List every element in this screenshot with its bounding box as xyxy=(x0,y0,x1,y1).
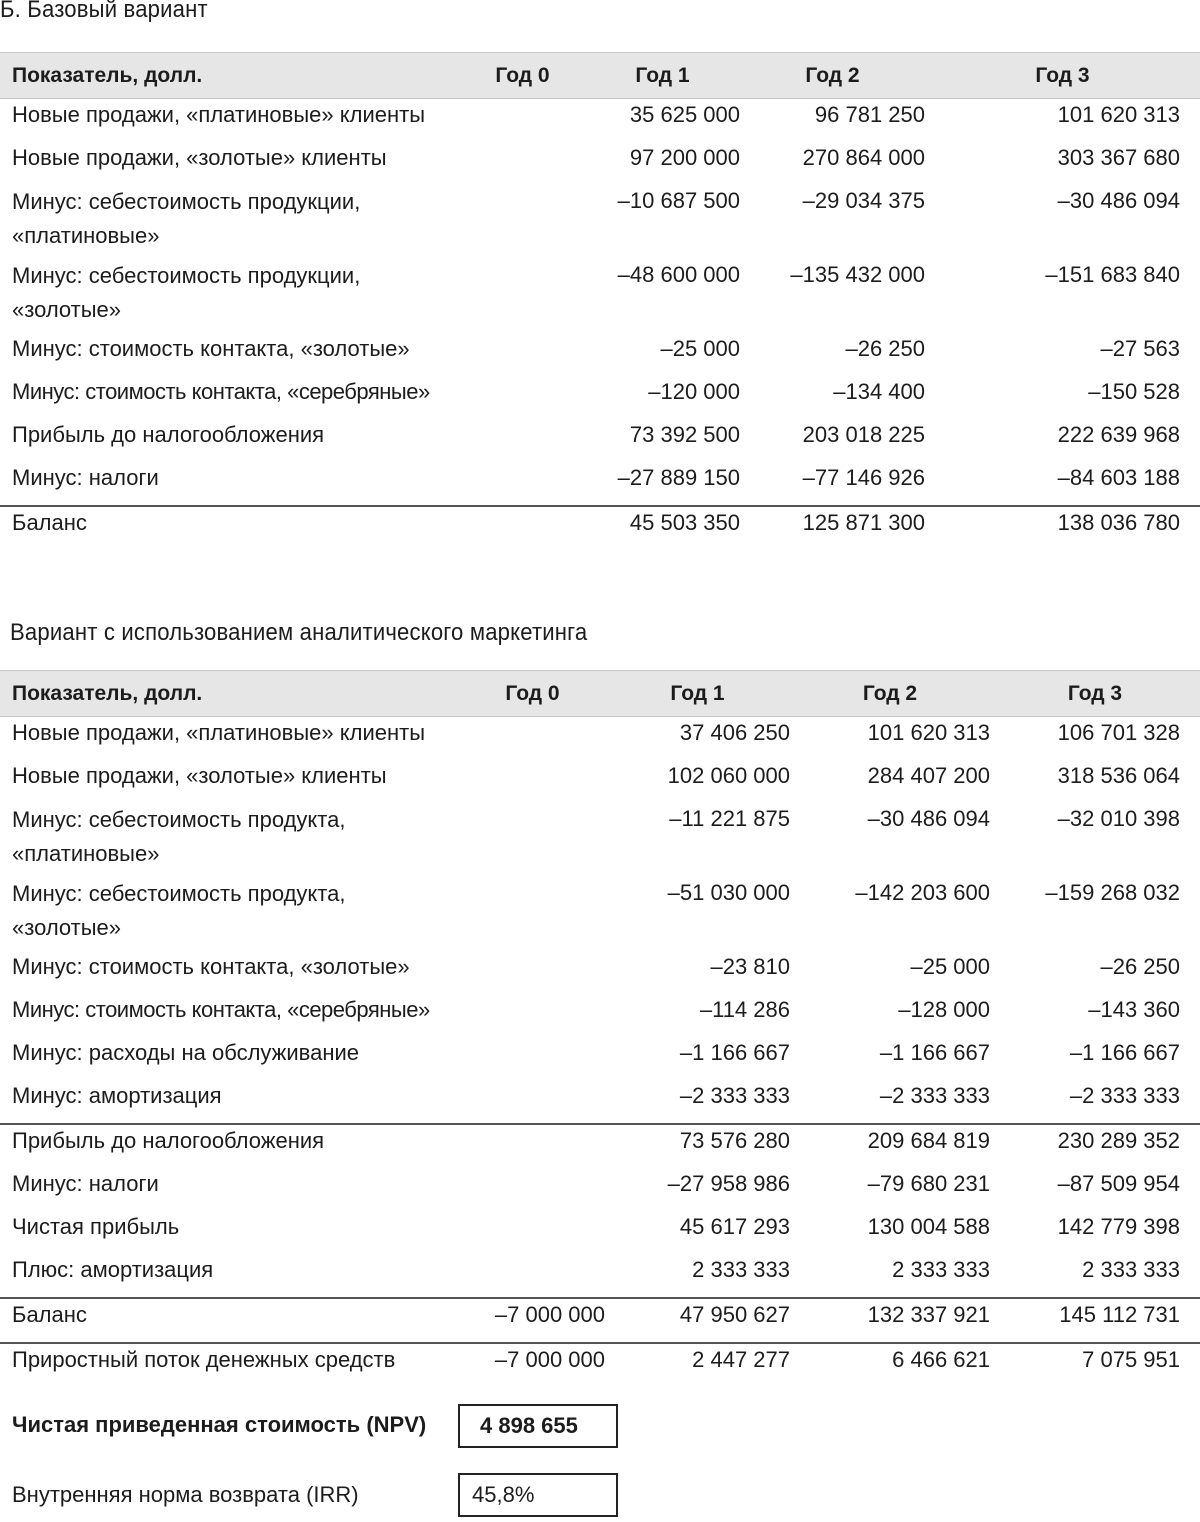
cell-year-0: –7 000 000 xyxy=(460,1343,605,1387)
cell-year-2: –135 432 000 xyxy=(790,262,925,287)
row-label: Минус: стоимость контакта, «золотые» xyxy=(12,954,410,979)
table-row xyxy=(0,259,1200,333)
base-scenario-table xyxy=(0,52,1200,550)
cell-year-2: 2 333 333 xyxy=(892,1257,990,1282)
table-row xyxy=(0,717,1200,761)
cell-year-1: –120 000 xyxy=(648,379,740,404)
table-row xyxy=(0,760,1200,803)
cell-year-0 xyxy=(460,1124,605,1168)
table-row xyxy=(0,142,1200,185)
cell-year-3: –150 528 xyxy=(1088,379,1180,404)
cell-year-1: –27 889 150 xyxy=(617,465,740,490)
table-row xyxy=(0,99,1200,143)
table-row xyxy=(0,1168,1200,1211)
cell-year-2: 96 781 250 xyxy=(814,102,925,127)
cell-year-2: –128 000 xyxy=(898,997,990,1022)
table-row xyxy=(0,1211,1200,1254)
cell-year-1: 102 060 000 xyxy=(667,763,790,788)
cell-year-1: –11 221 875 xyxy=(669,806,790,831)
cell-year-2: –29 034 375 xyxy=(802,188,925,213)
row-label: Новые продажи, «золотые» клиенты xyxy=(12,145,387,170)
cell-year-0 xyxy=(460,1254,605,1298)
cell-year-2: 130 004 588 xyxy=(867,1214,990,1239)
cell-year-1: 2 333 333 xyxy=(692,1257,790,1282)
cell-year-3: –151 683 840 xyxy=(1045,262,1180,287)
cell-year-0 xyxy=(460,1037,605,1080)
cell-year-2: 101 620 313 xyxy=(867,720,990,745)
cell-year-1: –1 166 667 xyxy=(679,1040,790,1065)
cell-year-0 xyxy=(460,99,585,143)
cell-year-2: –2 333 333 xyxy=(879,1083,990,1108)
cell-year-0 xyxy=(460,142,585,185)
cell-year-3: 318 536 064 xyxy=(1057,763,1180,788)
section-b-title: Вариант с использованием аналитического маркетинга xyxy=(10,619,588,646)
cell-year-0 xyxy=(460,333,585,376)
cell-year-3: 222 639 968 xyxy=(1057,422,1180,447)
cell-year-0 xyxy=(460,877,605,951)
row-label: Новые продажи, «платиновые» клиенты xyxy=(12,102,426,127)
header-year-1: Год 1 xyxy=(605,671,790,717)
row-label: Чистая прибыль xyxy=(12,1214,180,1239)
row-label: Минус: себестоимость продукции, «золотые» xyxy=(12,263,361,322)
cell-year-2: –30 486 094 xyxy=(867,806,990,831)
row-label: Минус: расходы на обслуживание xyxy=(12,1040,360,1065)
cell-year-3: 145 112 731 xyxy=(990,1298,1200,1343)
cell-year-0 xyxy=(460,185,585,259)
npv-label: Чистая приведенная стоимость (NPV) xyxy=(12,1412,427,1437)
cell-year-0 xyxy=(460,259,585,333)
cell-year-1: –25 000 xyxy=(660,336,740,361)
cell-year-0 xyxy=(460,419,585,462)
row-label: Минус: амортизация xyxy=(12,1083,222,1108)
table-row xyxy=(0,877,1200,951)
table-row xyxy=(0,376,1200,419)
cell-year-1: –27 958 986 xyxy=(667,1171,790,1196)
row-label: Прибыль до налогообложения xyxy=(0,1124,460,1168)
cell-year-0 xyxy=(460,803,605,877)
row-label: Минус: стоимость контакта, «золотые» xyxy=(12,336,410,361)
cell-year-2: 132 337 921 xyxy=(790,1298,990,1343)
irr-value: 45,8% xyxy=(458,1473,618,1517)
cell-year-0 xyxy=(460,506,585,550)
table-row xyxy=(0,1298,1200,1343)
row-label: Новые продажи, «платиновые» клиенты xyxy=(12,720,426,745)
cell-year-0 xyxy=(460,760,605,803)
cell-year-3: 230 289 352 xyxy=(990,1124,1200,1168)
cell-year-2: –79 680 231 xyxy=(867,1171,990,1196)
cell-year-3: –84 603 188 xyxy=(1057,465,1180,490)
cell-year-3: –159 268 032 xyxy=(1045,880,1180,905)
cell-year-1: –51 030 000 xyxy=(667,880,790,905)
cell-year-1: 73 392 500 xyxy=(629,422,740,447)
header-indicator: Показатель, долл. xyxy=(0,671,460,717)
cell-year-1: –2 333 333 xyxy=(679,1083,790,1108)
row-label: Минус: налоги xyxy=(12,1171,159,1196)
cell-year-1: 35 625 000 xyxy=(629,102,740,127)
cell-year-1: 45 617 293 xyxy=(679,1214,790,1239)
npv-value: 4 898 655 xyxy=(458,1404,618,1448)
cell-year-1: –23 810 xyxy=(710,954,790,979)
cell-year-0 xyxy=(460,994,605,1037)
header-year-0: Год 0 xyxy=(460,53,585,99)
cell-year-3: –143 360 xyxy=(1088,997,1180,1022)
cell-year-0 xyxy=(460,1080,605,1124)
cell-year-0 xyxy=(460,462,585,506)
row-label: Плюс: амортизация xyxy=(12,1257,214,1282)
cell-year-1: –10 687 500 xyxy=(617,188,740,213)
cell-year-2: –26 250 xyxy=(845,336,925,361)
cell-year-3: –1 166 667 xyxy=(1069,1040,1180,1065)
row-label: Баланс xyxy=(0,1298,460,1343)
cell-year-1: 97 200 000 xyxy=(629,145,740,170)
cell-year-2: –142 203 600 xyxy=(855,880,990,905)
cell-year-2: 209 684 819 xyxy=(790,1124,990,1168)
cell-year-3: –87 509 954 xyxy=(1057,1171,1180,1196)
irr-label: Внутренняя норма возврата (IRR) xyxy=(12,1482,359,1507)
header-indicator: Показатель, долл. xyxy=(0,53,460,99)
cell-year-2: –1 166 667 xyxy=(879,1040,990,1065)
cell-year-3: 7 075 951 xyxy=(990,1343,1200,1387)
table-row xyxy=(0,1080,1200,1124)
table-row xyxy=(0,994,1200,1037)
row-label: Приростный поток денежных средств xyxy=(0,1343,460,1387)
table-header-row xyxy=(0,53,1200,99)
cell-year-3: 106 701 328 xyxy=(1057,720,1180,745)
row-label: Минус: себестоимость продукта, «платиновые» xyxy=(12,807,346,866)
cell-year-0: –7 000 000 xyxy=(460,1298,605,1343)
cell-year-2: 203 018 225 xyxy=(802,422,925,447)
header-year-3: Год 3 xyxy=(990,671,1200,717)
analytics-scenario-table xyxy=(0,670,1200,1387)
cell-year-3: 138 036 780 xyxy=(925,506,1200,550)
cell-year-2: –134 400 xyxy=(833,379,925,404)
row-label: Минус: стоимость контакта, «серебряные» xyxy=(12,997,430,1022)
cell-year-3: 2 333 333 xyxy=(1082,1257,1180,1282)
cell-year-3: –2 333 333 xyxy=(1069,1083,1180,1108)
cell-year-0 xyxy=(460,717,605,761)
cell-year-2: 6 466 621 xyxy=(790,1343,990,1387)
row-label: Минус: стоимость контакта, «серебряные» xyxy=(12,379,430,404)
row-label: Минус: налоги xyxy=(12,465,159,490)
cell-year-3: 101 620 313 xyxy=(1057,102,1180,127)
cell-year-3: 303 367 680 xyxy=(1057,145,1180,170)
row-label: Минус: себестоимость продукции, «платиновые» xyxy=(12,189,361,248)
cell-year-3: 142 779 398 xyxy=(1057,1214,1180,1239)
cell-year-1: 47 950 627 xyxy=(605,1298,790,1343)
table-row xyxy=(0,185,1200,259)
table-header-row xyxy=(0,671,1200,717)
header-year-0: Год 0 xyxy=(460,671,605,717)
cell-year-3: –30 486 094 xyxy=(1057,188,1180,213)
cell-year-0 xyxy=(460,951,605,994)
cell-year-3: –32 010 398 xyxy=(1057,806,1180,831)
header-year-2: Год 2 xyxy=(740,53,925,99)
cell-year-1: 2 447 277 xyxy=(605,1343,790,1387)
table-row xyxy=(0,1254,1200,1298)
header-year-2: Год 2 xyxy=(790,671,990,717)
table-row xyxy=(0,803,1200,877)
row-label: Прибыль до налогообложения xyxy=(12,422,325,447)
cell-year-2: 125 871 300 xyxy=(740,506,925,550)
table-row xyxy=(0,951,1200,994)
header-year-1: Год 1 xyxy=(585,53,740,99)
table-row xyxy=(0,462,1200,506)
cell-year-2: 284 407 200 xyxy=(867,763,990,788)
table-row xyxy=(0,1124,1200,1168)
cell-year-0 xyxy=(460,376,585,419)
cell-year-3: –27 563 xyxy=(1100,336,1180,361)
table-row xyxy=(0,419,1200,462)
table-row xyxy=(0,1343,1200,1387)
table-row xyxy=(0,506,1200,550)
cell-year-1: –114 286 xyxy=(699,997,790,1022)
table-row xyxy=(0,333,1200,376)
cell-year-3: –26 250 xyxy=(1100,954,1180,979)
table-row xyxy=(0,1037,1200,1080)
row-label: Минус: себестоимость продукта, «золотые» xyxy=(12,881,346,940)
cell-year-0 xyxy=(460,1211,605,1254)
row-label: Баланс xyxy=(0,506,460,550)
cell-year-1: –48 600 000 xyxy=(617,262,740,287)
section-a-title: Б. Базовый вариант xyxy=(0,0,208,23)
cell-year-1: 73 576 280 xyxy=(605,1124,790,1168)
cell-year-1: 45 503 350 xyxy=(585,506,740,550)
header-year-3: Год 3 xyxy=(925,53,1200,99)
cell-year-2: 270 864 000 xyxy=(802,145,925,170)
cell-year-0 xyxy=(460,1168,605,1211)
cell-year-2: –77 146 926 xyxy=(802,465,925,490)
cell-year-2: –25 000 xyxy=(910,954,990,979)
cell-year-1: 37 406 250 xyxy=(679,720,790,745)
row-label: Новые продажи, «золотые» клиенты xyxy=(12,763,387,788)
